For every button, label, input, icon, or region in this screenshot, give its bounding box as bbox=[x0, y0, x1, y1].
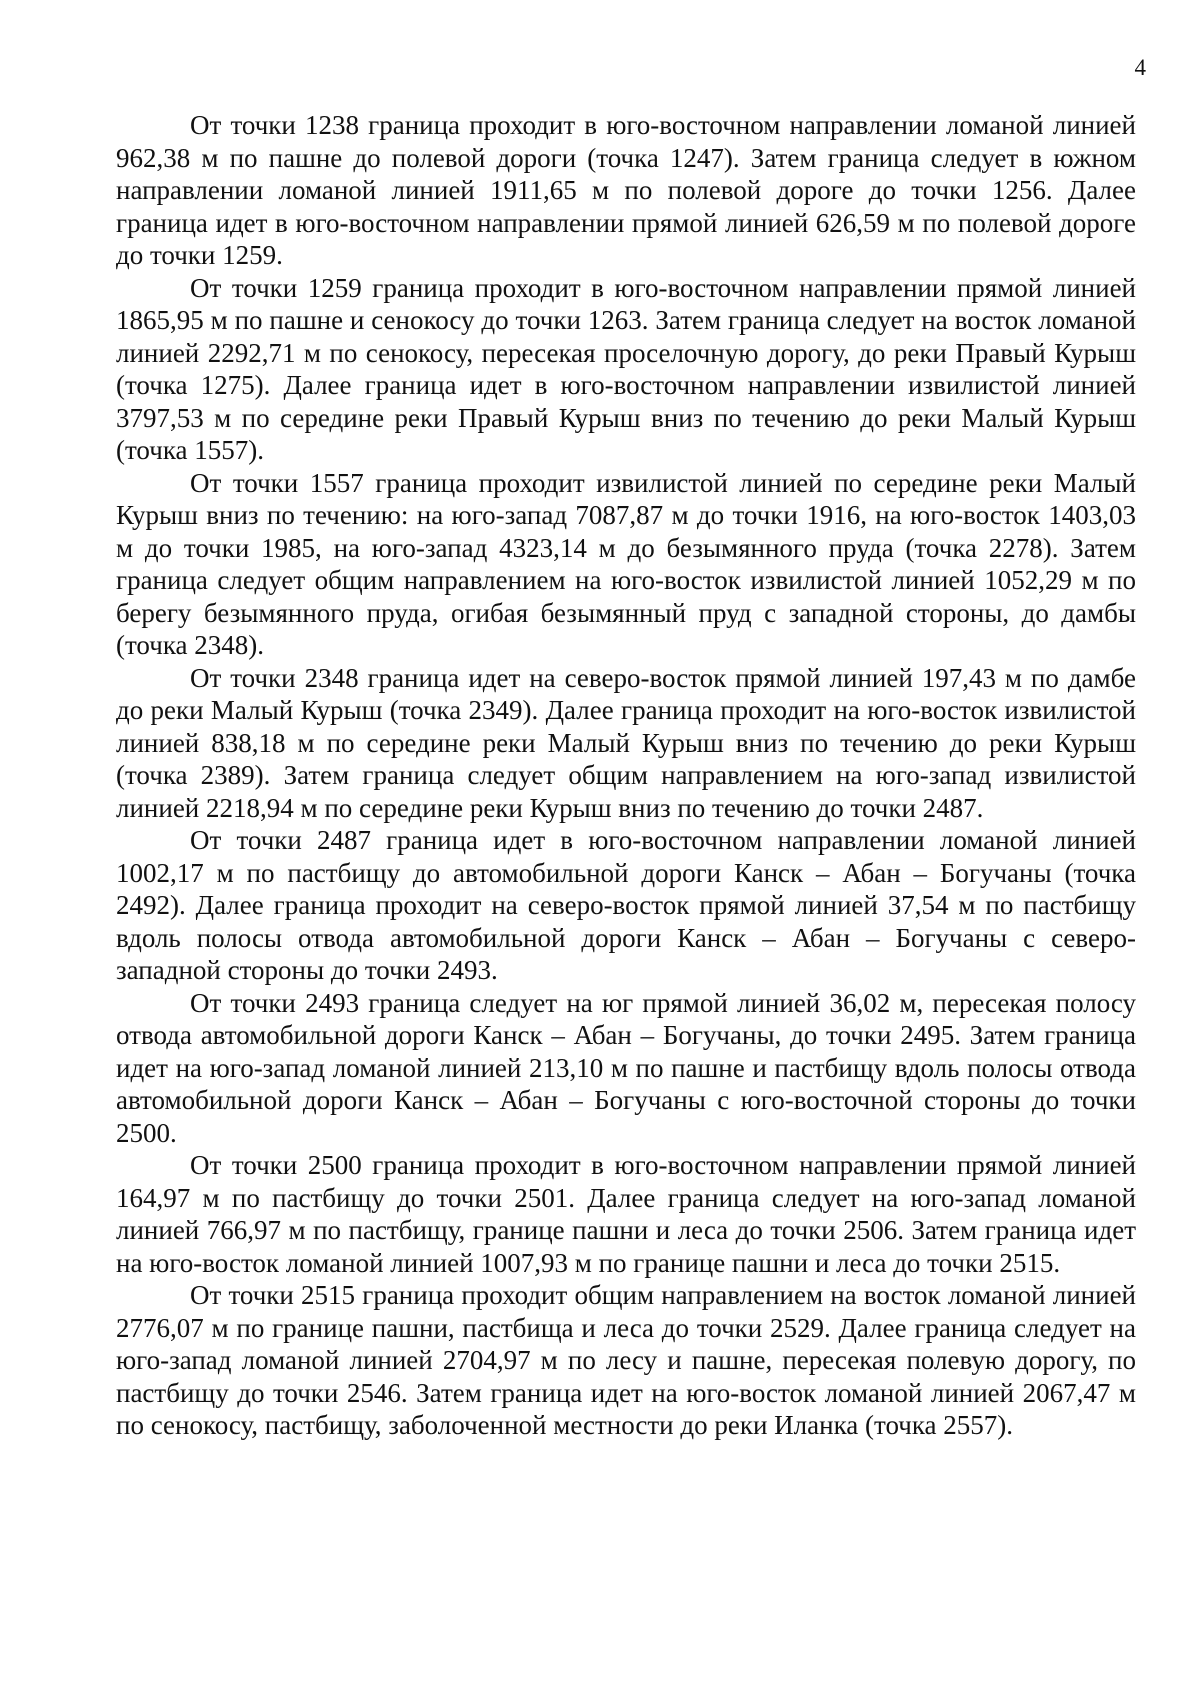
document-body bbox=[116, 109, 1136, 1442]
paragraph-7: От точки 2500 граница проходит в юго-восточном направлении прямой линией 164,97 м по пастбищу до точки 2501. Далее граница следует на юго-запад ломаной линией 766,97 м по пастбищу, границе пашни и леса до точки 2506. Затем граница идет на юго-восток ломаной линией 1007,93 м по границе пашни и леса до точки 2515. bbox=[116, 1150, 1136, 1278]
paragraph-6: От точки 2493 граница следует на юг прямой линией 36,02 м, пересекая полосу отвода автомобильной дороги Канск – Абан – Богучаны, до точки 2495. Затем граница идет на юго-запад ломаной линией 213,10 м по пашне и пастбищу вдоль полосы отвода автомобильной дороги Канск – Абан – Богучаны с юго-восточной стороны до точки 2500. bbox=[116, 987, 1136, 1148]
paragraph-4: От точки 2348 граница идет на северо-восток прямой линией 197,43 м по дамбе до реки Малый Курыш (точка 2349). Далее граница проходит на юго-восток извилистой линией 838,18 м по середине реки Малый Курыш вниз по течению до реки Курыш (точка 2389). Затем граница следует общим направлением на юго-запад извилистой линией 2218,94 м по середине реки Курыш вниз по течению до точки 2487. bbox=[116, 662, 1136, 823]
page-number: 4 bbox=[1134, 55, 1146, 80]
paragraph-8: От точки 2515 граница проходит общим направлением на восток ломаной линией 2776,07 м по границе пашни, пастбища и леса до точки 2529. Далее граница следует на юго-запад ломаной линией 2704,97 м по лесу и пашне, пересекая полевую дорогу, по пастбищу до точки 2546. Затем граница идет на юго-восток ломаной линией 2067,47 м по сенокосу, пастбищу, заболоченной местности до реки Иланка (точка 2557). bbox=[116, 1280, 1136, 1440]
paragraph-2: От точки 1259 граница проходит в юго-восточном направлении прямой линией 1865,95 м по пашне и сенокосу до точки 1263. Затем граница следует на восток ломаной линией 2292,71 м по сенокосу, пересекая проселочную дорогу, до реки Правый Курыш (точка 1275). Далее граница идет в юго-восточном направлении извилистой линией 3797,53 м по середине реки Правый Курыш вниз по течению до реки Малый Курыш (точка 1557). bbox=[116, 272, 1136, 465]
paragraph-1: От точки 1238 граница проходит в юго-восточном направлении ломаной линией 962,38 м по пашне до полевой дороги (точка 1247). Затем граница следует в южном направлении ломаной линией 1911,65 м по полевой дороге до точки 1256. Далее граница идет в юго-восточном направлении прямой линией 626,59 м по полевой дороге до точки 1259. bbox=[116, 110, 1136, 270]
paragraph-5: От точки 2487 граница идет в юго-восточном направлении ломаной линией 1002,17 м по пастбищу до автомобильной дороги Канск – Абан – Богучаны (точка 2492). Далее граница проходит на северо-восток прямой линией 37,54 м по пастбищу вдоль полосы отвода автомобильной дороги Канск – Абан – Богучаны с северо-западной стороны до точки 2493. bbox=[116, 825, 1136, 985]
paragraph-3: От точки 1557 граница проходит извилистой линией по середине реки Малый Курыш вниз по течению: на юго-запад 7087,87 м до точки 1916, на юго-восток 1403,03 м до точки 1985, на юго-запад 4323,14 м до безымянного пруда (точка 2278). Затем граница следует общим направлением на юго-восток извилистой линией 1052,29 м по берегу безымянного пруда, огибая безымянный пруд с западной стороны, до дамбы (точка 2348). bbox=[116, 467, 1136, 660]
